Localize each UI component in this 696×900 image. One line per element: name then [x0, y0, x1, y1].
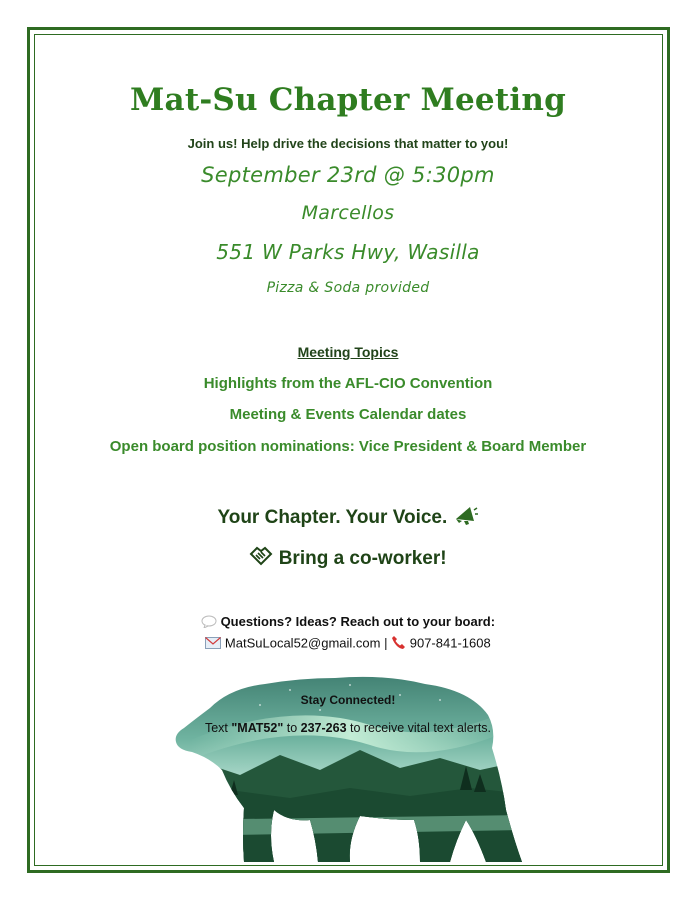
- topic-item: Highlights from the AFL-CIO Convention: [203, 375, 493, 392]
- contact-separator: |: [384, 635, 388, 651]
- stay-connected-heading: Stay Connected!: [300, 693, 396, 707]
- meeting-address: 551 W Parks Hwy, Wasilla: [216, 240, 480, 264]
- meeting-date: September 23rd @ 5:30pm: [201, 163, 495, 187]
- contact-line: [0, 635, 696, 653]
- text-alert-number: 237-263: [300, 721, 347, 735]
- topic-item: Open board position nominations: Vice President & Board Member: [109, 438, 587, 455]
- voice-slogan: Your Chapter. Your Voice.: [217, 507, 448, 529]
- cowork-slogan-line: [0, 546, 696, 572]
- text-alert-line: [0, 721, 696, 735]
- speech-bubble-icon: [201, 615, 217, 631]
- phone-number[interactable]: 907-841-1608: [409, 635, 491, 651]
- text-alert-suffix: to receive vital text alerts.: [346, 721, 492, 735]
- food-note: Pizza & Soda provided: [266, 280, 430, 296]
- handshake-icon: [249, 546, 273, 572]
- phone-icon: [391, 635, 406, 653]
- text-alert-keyword: "MAT52": [231, 721, 284, 735]
- topics-heading: Meeting Topics: [297, 344, 399, 360]
- flyer-subtitle: Join us! Help drive the decisions that matter to you!: [187, 136, 509, 151]
- voice-slogan-line: [0, 504, 696, 532]
- text-alert-middle: to: [283, 721, 301, 735]
- questions-text: Questions? Ideas? Reach out to your board:: [220, 614, 496, 629]
- megaphone-icon: [453, 504, 479, 532]
- envelope-icon: [205, 637, 221, 652]
- meeting-venue: Marcellos: [301, 202, 395, 224]
- cowork-slogan: Bring a co-worker!: [278, 548, 447, 570]
- text-alert-prefix: Text: [204, 721, 232, 735]
- flyer-title: Mat-Su Chapter Meeting: [130, 82, 566, 118]
- topic-item: Meeting & Events Calendar dates: [229, 406, 467, 423]
- questions-line: [0, 614, 696, 631]
- email-address[interactable]: MatSuLocal52@gmail.com: [224, 635, 381, 651]
